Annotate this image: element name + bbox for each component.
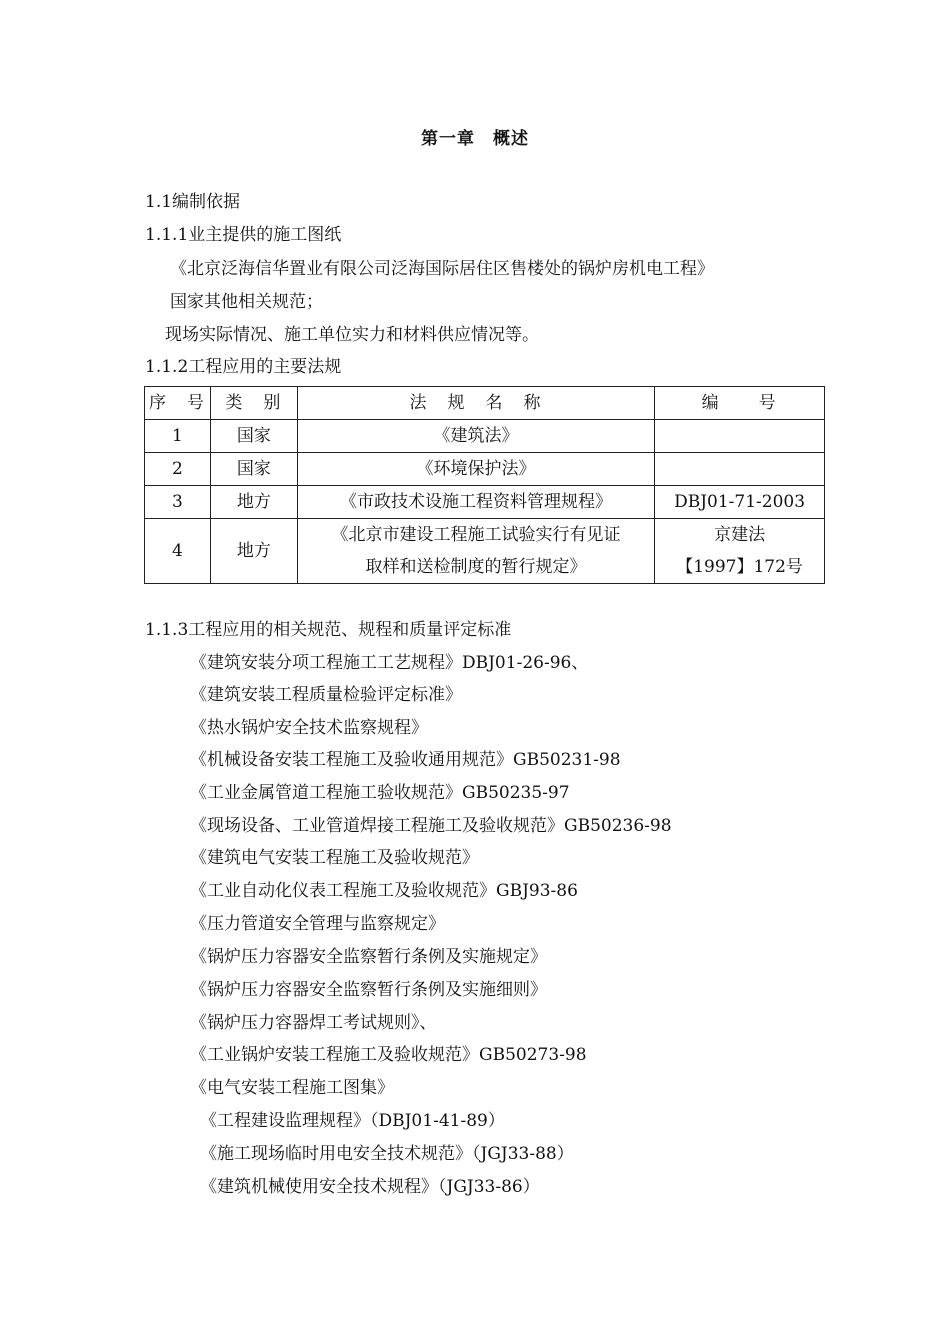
cell-code [655,453,825,486]
cell-name: 《市政技术设施工程资料管理规程》 [297,486,654,519]
cell-category: 国家 [210,453,297,486]
header-no: 序 号 [145,387,211,420]
section-heading-1-1-2: 1.1.2工程应用的主要法规 [145,357,342,377]
standard-item: 《建筑机械使用安全技术规程》（JGJ33-86） [200,1177,540,1197]
standard-item: 《建筑安装工程质量检验评定标准》 [190,685,462,705]
standard-item: 《建筑电气安装工程施工及验收规范》 [190,848,479,868]
section-heading-1-1-3: 1.1.3工程应用的相关规范、规程和质量评定标准 [145,620,512,640]
cell-name [297,519,654,584]
standard-item: 《压力管道安全管理与监察规定》 [190,914,445,934]
cell-no: 2 [145,453,211,486]
standard-item: 《工业自动化仪表工程施工及验收规范》GBJ93-86 [190,881,578,901]
cell-no: 3 [145,486,211,519]
standard-item: 《锅炉压力容器焊工考试规则》、 [190,1013,437,1033]
standard-item: 《锅炉压力容器安全监察暂行条例及实施规定》 [190,947,547,967]
table-row [145,453,825,486]
standard-item: 《热水锅炉安全技术监察规程》 [190,718,428,738]
basis-item: 国家其他相关规范； [170,292,323,312]
cell-category: 地方 [210,519,297,584]
cell-name: 《建筑法》 [297,420,654,453]
standard-item: 《机械设备安装工程施工及验收通用规范》GB50231-98 [190,750,621,770]
basis-item: 现场实际情况、施工单位实力和材料供应情况等。 [165,325,539,345]
standard-item: 《现场设备、工业管道焊接工程施工及验收规范》GB50236-98 [190,816,672,836]
cell-code [655,519,825,584]
table-row [145,519,825,584]
table-header-row [145,387,825,420]
table-row [145,486,825,519]
standard-item: 《建筑安装分项工程施工工艺规程》DBJ01-26-96、 [190,653,589,673]
standard-item: 《工业锅炉安装工程施工及验收规范》GB50273-98 [190,1045,587,1065]
regulations-table [144,386,825,584]
cell-name-line: 取样和送检制度的暂行规定》 [365,557,587,577]
chapter-title: 第一章 概述 [421,129,529,149]
standard-item: 《锅炉压力容器安全监察暂行条例及实施细则》 [190,980,547,1000]
section-heading-1-1-1: 1.1.1业主提供的施工图纸 [145,225,342,245]
standard-item: 《电气安装工程施工图集》 [190,1078,394,1098]
standard-item: 《工业金属管道工程施工验收规范》GB50235-97 [190,783,570,803]
header-code: 编 号 [655,387,825,420]
cell-no: 1 [145,420,211,453]
standard-item: 《施工现场临时用电安全技术规范》（JGJ33-88） [200,1144,574,1164]
section-heading-1-1: 1.1编制依据 [145,192,241,212]
table-row [145,420,825,453]
cell-code-line: 京建法 [714,525,766,545]
header-name: 法 规 名 称 [297,387,654,420]
cell-category: 地方 [210,486,297,519]
cell-name-line: 《北京市建设工程施工试验实行有见证 [331,525,621,545]
cell-name: 《环境保护法》 [297,453,654,486]
cell-code [655,420,825,453]
cell-no: 4 [145,519,211,584]
cell-code: DBJ01-71-2003 [655,486,825,519]
header-category: 类 别 [210,387,297,420]
standard-item: 《工程建设监理规程》（DBJ01-41-89） [200,1111,505,1131]
basis-item: 《北京泛海信华置业有限公司泛海国际居住区售楼处的锅炉房机电工程》 [170,259,714,279]
cell-category: 国家 [210,420,297,453]
cell-code-line: 【1997】172号 [676,557,803,577]
